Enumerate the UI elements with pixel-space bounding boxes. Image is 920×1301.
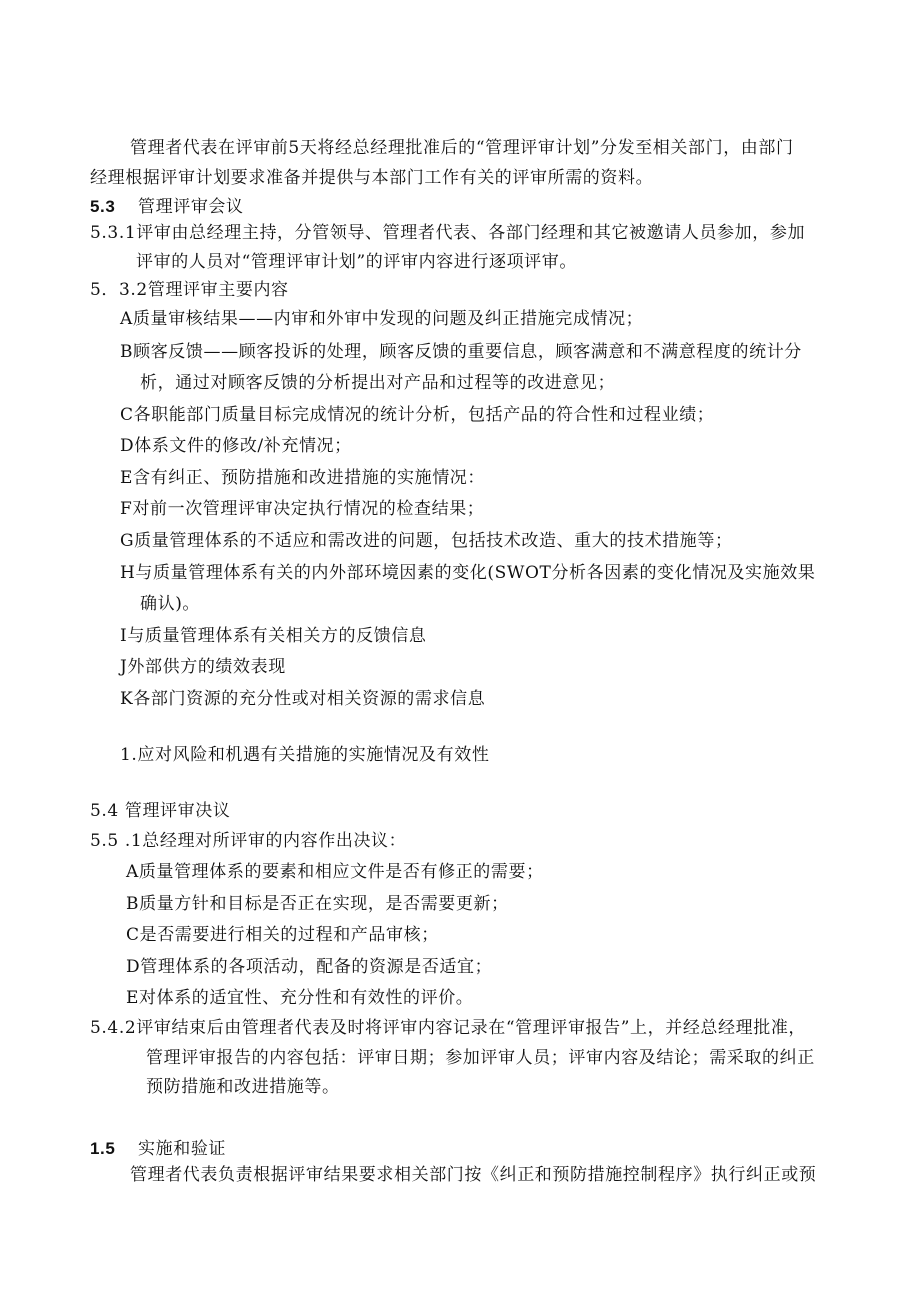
section-heading-5-5: 5.5 .1总经理对所评审的内容作出决议：	[90, 831, 407, 851]
list-item: H与质量管理体系有关的内外部环境因素的变化(SWOT分析各因素的变化情况及实施效果	[120, 563, 816, 583]
section-number: 1.5	[90, 1139, 116, 1158]
numbered-item: 1.应对风险和机遇有关措施的实施情况及有效性	[120, 745, 490, 765]
section-heading-5-4: 5.4 管理评审决议	[90, 801, 231, 821]
paragraph-line: 管理者代表在评审前5天将经总经理批准后的“管理评审计划”分发至相关部门，由部门	[130, 138, 794, 158]
list-item: A质量审核结果——内审和外审中发现的问题及纠正措施完成情况；	[120, 309, 644, 329]
list-item: B顾客反馈——顾客投诉的处理，顾客反馈的重要信息，顾客满意和不满意程度的统计分	[120, 342, 802, 362]
list-item: J外部供方的绩效表现	[120, 657, 286, 677]
paragraph-line: 5.4.2评审结束后由管理者代表及时将评审内容记录在“管理评审报告”上，并经总经理批准，	[90, 1018, 807, 1038]
list-item: C各职能部门质量目标完成情况的统计分析，包括产品的符合性和过程业绩；	[120, 405, 715, 425]
section-heading-5-3	[90, 196, 244, 218]
section-title: 实施和验证	[138, 1139, 227, 1159]
list-item: K各部门资源的充分性或对相关资源的需求信息	[120, 689, 486, 709]
subsection-heading: 5．3.2管理评审主要内容	[90, 280, 289, 300]
paragraph-line: 5.3.1评审由总经理主持，分管领导、管理者代表、各部门经理和其它被邀请人员参加，参加	[90, 223, 806, 243]
section-number: 5.3	[90, 197, 116, 216]
list-item-continuation: 确认)。	[140, 594, 201, 614]
list-item: C是否需要进行相关的过程和产品审核；	[126, 925, 439, 945]
paragraph-line: 评审的人员对“管理评审计划”的评审内容进行逐项评审。	[136, 252, 577, 272]
section-title: 管理评审会议	[138, 197, 244, 217]
paragraph-line: 管理评审报告的内容包括：评审日期；参加评审人员；评审内容及结论；需采取的纠正	[146, 1048, 815, 1068]
list-item: E对体系的适宜性、充分性和有效性的评价。	[126, 988, 474, 1008]
list-item-continuation: 析，通过对顾客反馈的分析提出对产品和过程等的改进意见；	[140, 373, 616, 393]
paragraph-line: 管理者代表负责根据评审结果要求相关部门按《纠正和预防措施控制程序》执行纠正或预	[130, 1165, 817, 1185]
paragraph-line: 预防措施和改进措施等。	[146, 1077, 340, 1097]
list-item: A质量管理体系的要素和相应文件是否有修正的需要；	[126, 862, 544, 882]
list-item: D体系文件的修改/补充情况；	[120, 436, 352, 456]
list-item: E含有纠正、预防措施和改进措施的实施情况：	[120, 468, 486, 488]
list-item: B质量方针和目标是否正在实现，是否需要更新；	[126, 894, 509, 914]
list-item: D管理体系的各项活动，配备的资源是否适宜；	[126, 957, 493, 977]
section-heading-1-5	[90, 1138, 226, 1160]
list-item: F对前一次管理评审决定执行情况的检查结果；	[120, 499, 485, 519]
list-item: I与质量管理体系有关相关方的反馈信息	[120, 626, 427, 646]
paragraph-line: 经理根据评审计划要求准备并提供与本部门工作有关的评审所需的资料。	[90, 168, 654, 188]
list-item: G质量管理体系的不适应和需改进的问题，包括技术改造、重大的技术措施等；	[120, 531, 733, 551]
